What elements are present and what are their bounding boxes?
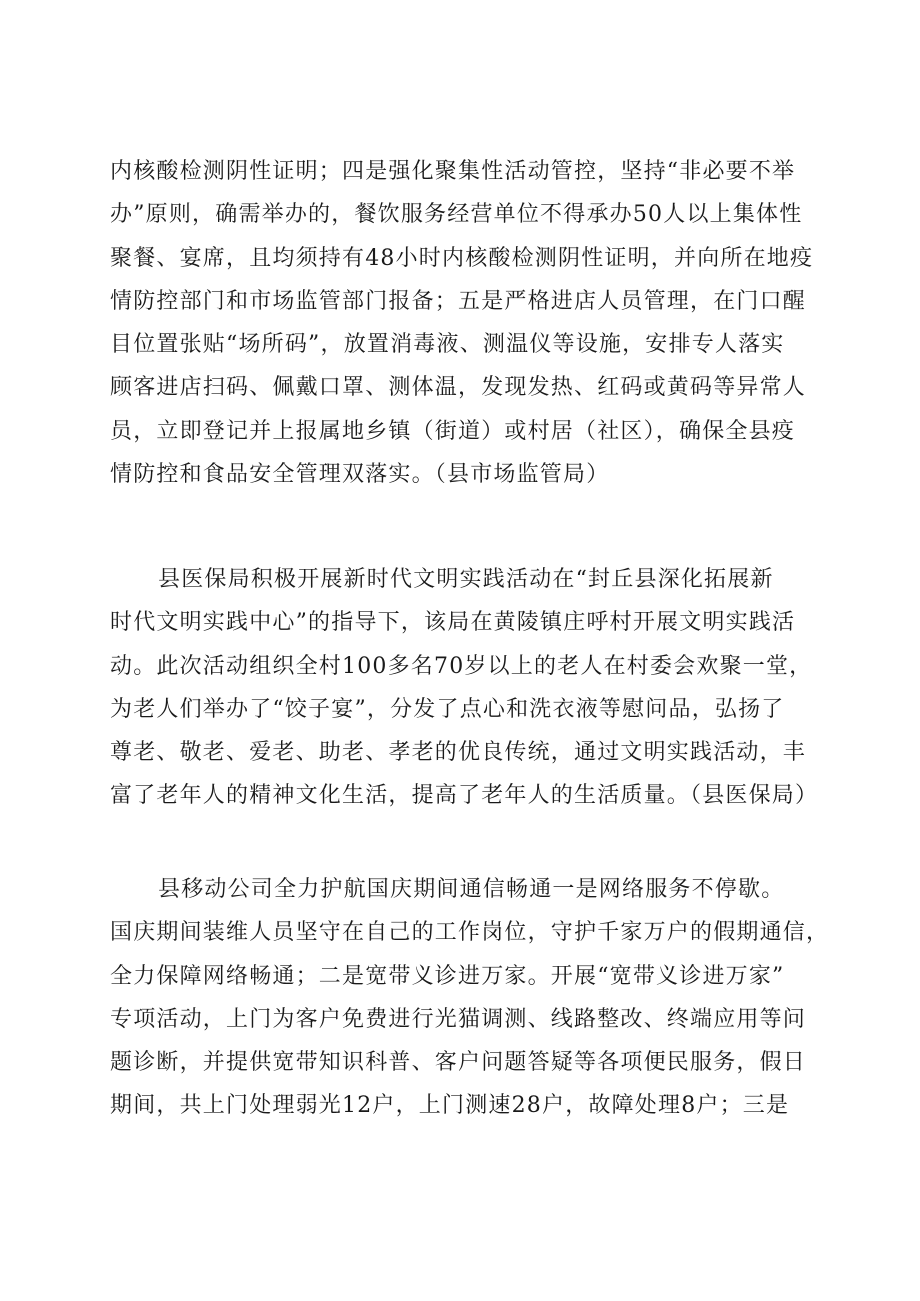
first-line	[110, 868, 822, 911]
text-run: 一是网络服务不停歇。	[552, 877, 785, 902]
text-line: 动。此次活动组织全村100多名70岁以上的老人在村委会欢聚一堂，	[110, 653, 813, 679]
text-line: 期间，共上门处理弱光12户，上门测速28户，故障处理8户；三是	[110, 1093, 790, 1119]
text-line: 富了老年人的精神文化生活，提高了老年人的生活质量。（县医保局）	[110, 783, 819, 809]
text-line: 顾客进店扫码、佩戴口罩、测体温，发现发热、红码或黄码等异常人	[110, 375, 807, 401]
text-line: 内核酸检测阴性证明；四是强化聚集性活动管控，坚持“非必要不举	[110, 159, 796, 184]
text-line: 专项活动，上门为客户免费进行光猫调测、线路整改、终端应用等问	[110, 1006, 807, 1032]
text-line: 尊老、敬老、爱老、助老、孝老的优良传统，通过文明实践活动，丰	[110, 740, 807, 766]
text-line: 情防控和食品安全管理双落实。（县市场监管局）	[110, 462, 610, 488]
text-line: 国庆期间装维人员坚守在自己的工作岗位，守护千家万户的假期通信，	[110, 920, 830, 946]
paragraph-title: 县医保局积极开展新时代文明实践活动	[158, 567, 553, 592]
text-run: 在“封丘县深化拓展新	[552, 567, 774, 592]
text-line: 时代文明实践中心”的指导下，该局在黄陵镇庄呼村开展文明实践活	[110, 610, 796, 636]
text-line: 全力保障网络畅通；二是宽带义诊进万家。开展“宽带义诊进万家”	[110, 963, 785, 989]
paragraph-market-supervision	[110, 150, 822, 496]
first-line	[110, 558, 822, 601]
text-line: 聚餐、宴席，且均须持有48小时内核酸检测阴性证明，并向所在地疫	[110, 245, 814, 271]
text-line: 题诊断，并提供宽带知识科普、客户问题答疑等各项便民服务，假日	[110, 1050, 807, 1076]
text-line: 员，立即登记并上报属地乡镇（街道）或村居（社区），确保全县疫	[110, 418, 796, 444]
text-line: 情防控部门和市场监管部门报备；五是严格进店人员管理，在门口醒	[110, 288, 807, 314]
text-line: 办”原则，确需举办的，餐饮服务经营单位不得承办50人以上集体性	[110, 202, 803, 228]
paragraph-mobile-company	[110, 868, 830, 1128]
paragraph-medical-insurance	[110, 558, 822, 818]
text-line: 目位置张贴“场所码”，放置消毒液、测温仪等设施，安排专人落实	[110, 332, 785, 358]
paragraph-title: 县移动公司全力护航国庆期间通信畅通	[158, 877, 553, 902]
text-line: 为老人们举办了“饺子宴”，分发了点心和洗衣液等慰问品，弘扬了	[110, 696, 785, 722]
